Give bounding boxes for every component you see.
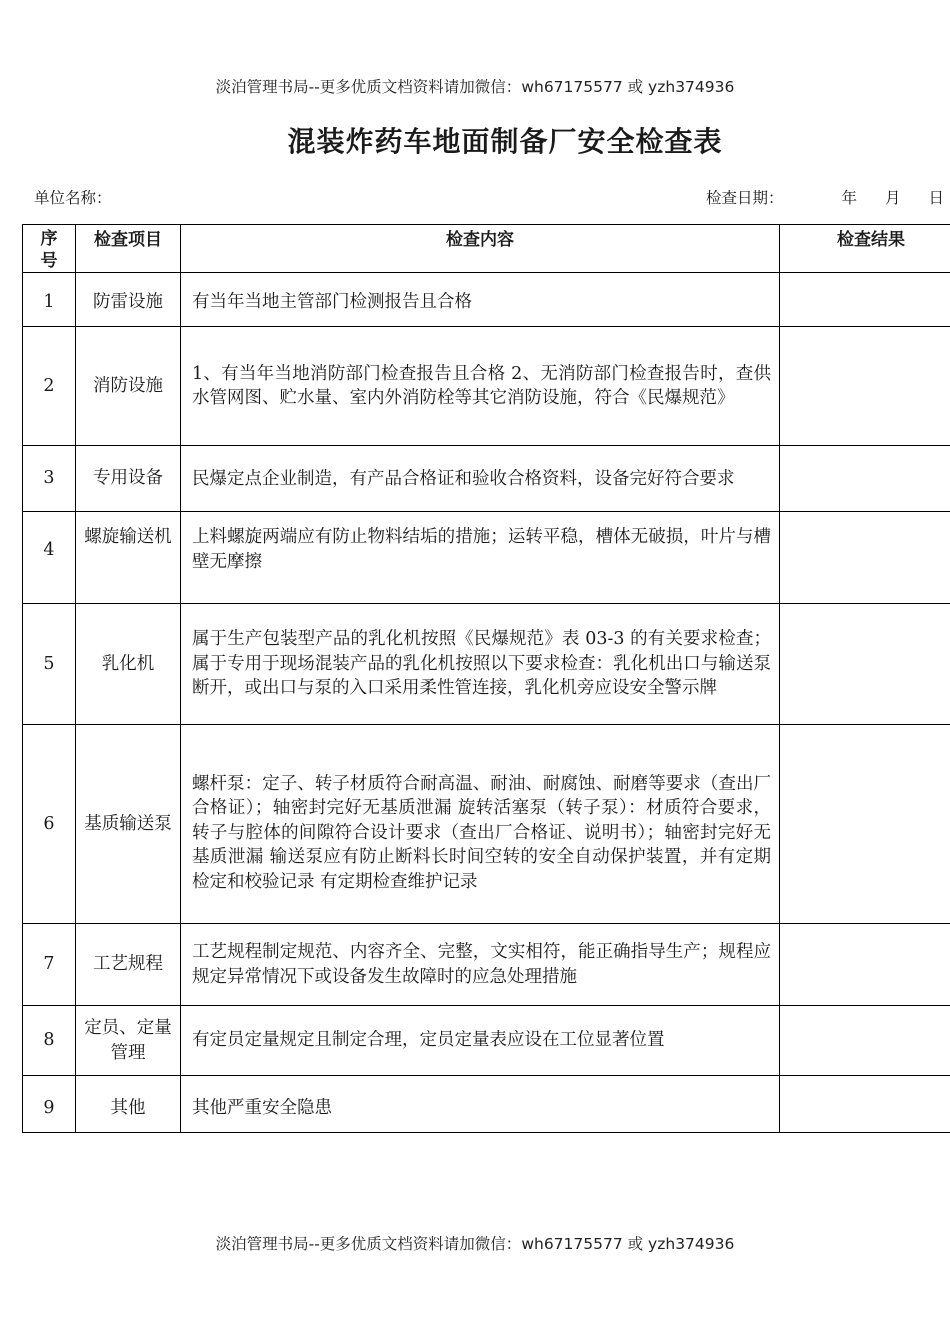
header-no: 序号 — [23, 225, 76, 273]
row-result[interactable] — [780, 604, 950, 725]
row-no: 8 — [23, 1006, 76, 1076]
page-title: 混装炸药车地面制备厂安全检查表 — [287, 125, 723, 158]
row-no: 9 — [23, 1076, 76, 1133]
row-result[interactable] — [780, 1006, 950, 1076]
unit-name-label: 单位名称： — [34, 189, 112, 207]
row-item: 乳化机 — [76, 604, 181, 725]
table-row — [23, 1006, 950, 1076]
row-result[interactable] — [780, 446, 950, 512]
header-content: 检查内容 — [181, 225, 780, 273]
row-no: 3 — [23, 446, 76, 512]
table-row — [23, 512, 950, 604]
inspection-date-label: 检查日期： — [706, 189, 784, 207]
row-content: 有当年当地主管部门检测报告且合格 — [181, 273, 780, 327]
row-no: 5 — [23, 604, 76, 725]
row-content: 工艺规程制定规范、内容齐全、完整，文实相符，能正确指导生产；规程应规定异常情况下或设备发生故障时的应急处理措施 — [181, 924, 780, 1006]
inspection-date — [706, 186, 944, 208]
row-content: 民爆定点企业制造，有产品合格证和验收合格资料，设备完好符合要求 — [181, 446, 780, 512]
table-row — [23, 1076, 950, 1133]
footer-watermark: 淡泊管理书局--更多优质文档资料请加微信：wh67175577 或 yzh374936 — [215, 1235, 735, 1253]
safety-check-table — [22, 224, 950, 1133]
table-row — [23, 725, 950, 924]
row-content: 属于生产包装型产品的乳化机按照《民爆规范》表 03-3 的有关要求检查；属于专用于现场混装产品的乳化机按照以下要求检查：乳化机出口与输送泵断开，或出口与泵的入口采用柔性管连接，乳化机旁应设安全警示牌 — [181, 604, 780, 725]
row-item: 专用设备 — [76, 446, 181, 512]
row-result[interactable] — [780, 924, 950, 1006]
row-result[interactable] — [780, 512, 950, 604]
row-content: 上料螺旋两端应有防止物料结垢的措施；运转平稳，槽体无破损，叶片与槽壁无摩擦 — [181, 512, 780, 604]
row-item: 工艺规程 — [76, 924, 181, 1006]
row-no: 6 — [23, 725, 76, 924]
row-no: 4 — [23, 512, 76, 604]
row-content: 其他严重安全隐患 — [181, 1076, 780, 1133]
row-result[interactable] — [780, 1076, 950, 1133]
row-no: 2 — [23, 327, 76, 446]
row-result[interactable] — [780, 327, 950, 446]
row-result[interactable] — [780, 273, 950, 327]
row-item: 消防设施 — [76, 327, 181, 446]
row-item: 其他 — [76, 1076, 181, 1133]
table-header-row — [23, 225, 950, 273]
row-item: 螺旋输送机 — [76, 512, 181, 604]
table-row — [23, 604, 950, 725]
row-item: 防雷设施 — [76, 273, 181, 327]
date-month-label: 月 — [885, 189, 901, 207]
row-content: 有定员定量规定且制定合理，定员定量表应设在工位显著位置 — [181, 1006, 780, 1076]
table-row — [23, 924, 950, 1006]
row-result[interactable] — [780, 725, 950, 924]
row-item: 基质输送泵 — [76, 725, 181, 924]
header-item: 检查项目 — [76, 225, 181, 273]
row-content: 螺杆泵：定子、转子材质符合耐高温、耐油、耐腐蚀、耐磨等要求（查出厂合格证）；轴密封完好无基质泄漏 旋转活塞泵（转子泵）：材质符合要求，转子与腔体的间隙符合设计要求（查出厂合格证、说明书）；轴密封完好无基质泄漏 输送泵应有防止断料长时间空转的安全自动保护装置，并有定期检定和校验记录 有定期检查维护记录 — [181, 725, 780, 924]
row-no: 1 — [23, 273, 76, 327]
table-row — [23, 327, 950, 446]
header-watermark: 淡泊管理书局--更多优质文档资料请加微信：wh67175577 或 yzh374936 — [215, 78, 735, 96]
header-result: 检查结果 — [780, 225, 950, 273]
table-row — [23, 273, 950, 327]
row-item: 定员、定量管理 — [76, 1006, 181, 1076]
date-year-label: 年 — [841, 189, 858, 207]
row-content: 1、有当年当地消防部门检查报告且合格 2、无消防部门检查报告时，查供水管网图、贮水量、室内外消防栓等其它消防设施，符合《民爆规范》 — [181, 327, 780, 446]
date-day-label: 日 — [928, 189, 945, 207]
row-no: 7 — [23, 924, 76, 1006]
table-row — [23, 446, 950, 512]
